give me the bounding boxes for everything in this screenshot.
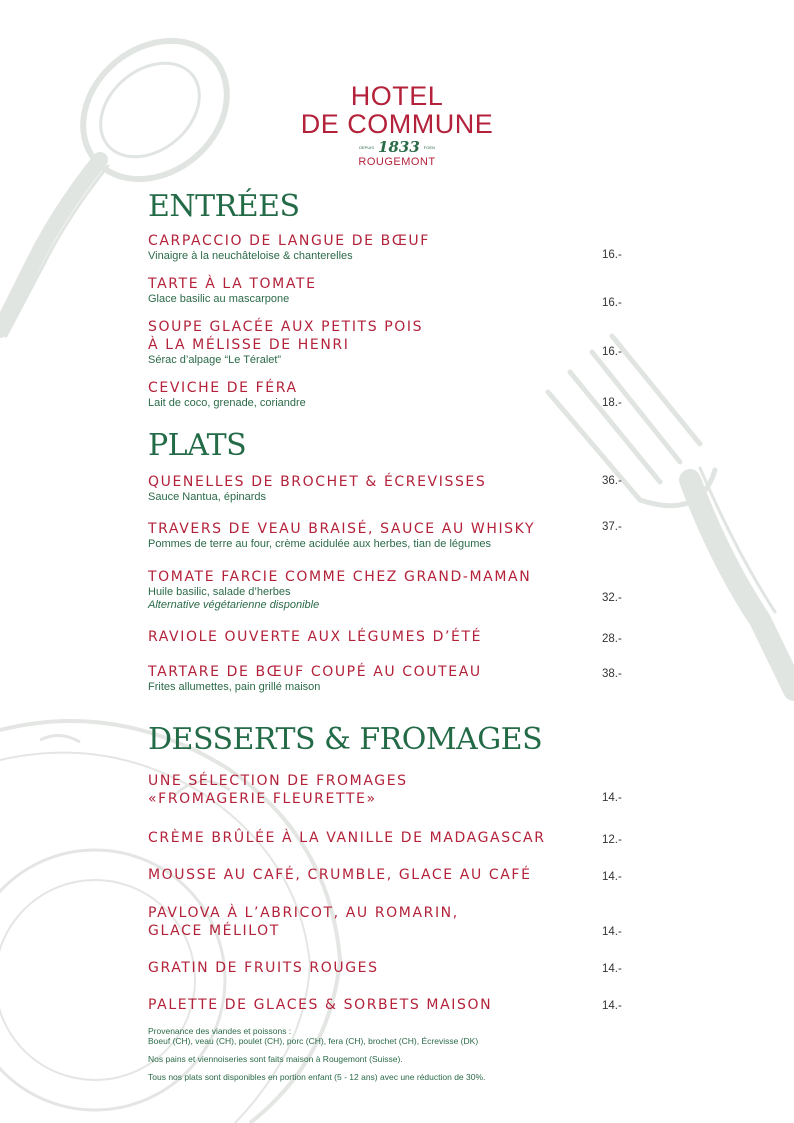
dish-price: 32.- <box>602 592 622 604</box>
dish-description: Glace basilic au mascarpone <box>148 293 290 305</box>
footer-notes <box>148 1026 668 1090</box>
logo-line-de-commune: DE COMMUNE <box>300 109 494 139</box>
dish-description: Sauce Nantua, épinards <box>148 491 267 503</box>
dish-name-line1: SOUPE GLACÉE AUX PETITS POIS <box>148 319 424 335</box>
dish-price: 28.- <box>602 633 622 645</box>
logo-line-hotel: HOTEL <box>350 81 444 111</box>
kids-note: Tous nos plats sont disponibles en portion enfant (5 - 12 ans) avec une réduction de 30%. <box>148 1072 486 1082</box>
dish-name: GRATIN DE FRUITS ROUGES <box>148 960 379 976</box>
dish-name: TARTE À LA TOMATE <box>148 276 317 292</box>
dish-name: CRÈME BRÛLÉE À LA VANILLE DE MADAGASCAR <box>148 830 546 846</box>
section-title-desserts: DESSERTS & FROMAGES <box>148 722 543 757</box>
dish-price: 14.- <box>602 871 622 883</box>
dish-price: 38.- <box>602 668 622 680</box>
dish-note: Alternative végétarienne disponible <box>148 599 320 611</box>
dish-name: QUENELLES DE BROCHET & ÉCREVISSES <box>148 474 487 490</box>
logo-since <box>0 138 794 156</box>
dish-name-line1: UNE SÉLECTION DE FROMAGES <box>148 773 408 789</box>
logo-year: 1833 <box>378 138 420 156</box>
dish-name: MOUSSE AU CAFÉ, CRUMBLE, GLACE AU CAFÉ <box>148 867 532 883</box>
menu-item <box>148 772 588 808</box>
dish-description: Huile basilic, salade d’herbes <box>148 586 291 598</box>
menu-item <box>148 232 588 263</box>
menu-item <box>148 568 598 612</box>
dish-description: Frites allumettes, pain grillé maison <box>148 681 321 693</box>
dish-price: 14.- <box>602 963 622 975</box>
dish-description: Vinaigre à la neuchâteloise & chanterelles <box>148 250 353 262</box>
dish-price: 36.- <box>602 475 622 487</box>
section-title-plats: PLATS <box>148 428 247 463</box>
menu-item <box>148 275 588 306</box>
dish-name: RAVIOLE OUVERTE AUX LÉGUMES D’ÉTÉ <box>148 629 483 645</box>
menu-item <box>148 473 588 504</box>
dish-price: 14.- <box>602 792 622 804</box>
logo-since-left: DEPUIS <box>359 144 375 150</box>
menu-item <box>148 628 588 646</box>
dish-price: 16.- <box>602 249 622 261</box>
dish-price: 16.- <box>602 297 622 309</box>
menu-item <box>148 959 588 977</box>
dish-price: 12.- <box>602 834 622 846</box>
dish-name-line2: À LA MÉLISSE DE HENRI <box>148 337 350 353</box>
dish-name: TRAVERS DE VEAU BRAISÉ, SAUCE AU WHISKY <box>148 521 536 537</box>
provenance-list: Boeuf (CH), veau (CH), poulet (CH), porc (CH), fera (CH), brochet (CH), Écrevisse (DK) <box>148 1036 479 1046</box>
menu-item <box>148 520 598 551</box>
dish-name: TARTARE DE BŒUF COUPÉ AU COUTEAU <box>148 664 482 680</box>
dish-description: Lait de coco, grenade, coriandre <box>148 397 306 409</box>
bread-note: Nos pains et viennoiseries sont faits maison à Rougemont (Suisse). <box>148 1054 403 1064</box>
menu-item <box>148 379 588 410</box>
dish-description: Pommes de terre au four, crème acidulée aux herbes, tian de légumes <box>148 538 492 550</box>
menu-item <box>148 829 598 847</box>
menu-item <box>148 996 588 1014</box>
dish-name: TOMATE FARCIE COMME CHEZ GRAND-MAMAN <box>148 569 532 585</box>
dish-price: 18.- <box>602 397 622 409</box>
provenance-title: Provenance des viandes et poissons : <box>148 1026 292 1036</box>
menu-item <box>148 663 588 694</box>
logo-place: ROUGEMONT <box>358 156 436 168</box>
dish-name: PALETTE DE GLACES & SORBETS MAISON <box>148 997 493 1013</box>
menu-item <box>148 318 588 367</box>
dish-price: 14.- <box>602 926 622 938</box>
dish-name-line2: «FROMAGERIE FLEURETTE» <box>148 791 377 807</box>
menu-item <box>148 904 588 940</box>
dish-name-line2: GLACE MÉLILOT <box>148 923 280 939</box>
dish-price: 37.- <box>602 521 622 533</box>
logo-since-right: FOEN <box>423 144 435 150</box>
dish-name: CEVICHE DE FÉRA <box>148 380 298 396</box>
menu-item <box>148 866 588 884</box>
dish-name: CARPACCIO DE LANGUE DE BŒUF <box>148 233 430 249</box>
dish-name-line1: PAVLOVA À L’ABRICOT, AU ROMARIN, <box>148 905 459 921</box>
section-title-entrees: ENTRÉES <box>148 189 300 224</box>
dish-price: 16.- <box>602 346 622 358</box>
dish-price: 14.- <box>602 1000 622 1012</box>
dish-description: Sérac d’alpage “Le Téralet” <box>148 354 282 366</box>
